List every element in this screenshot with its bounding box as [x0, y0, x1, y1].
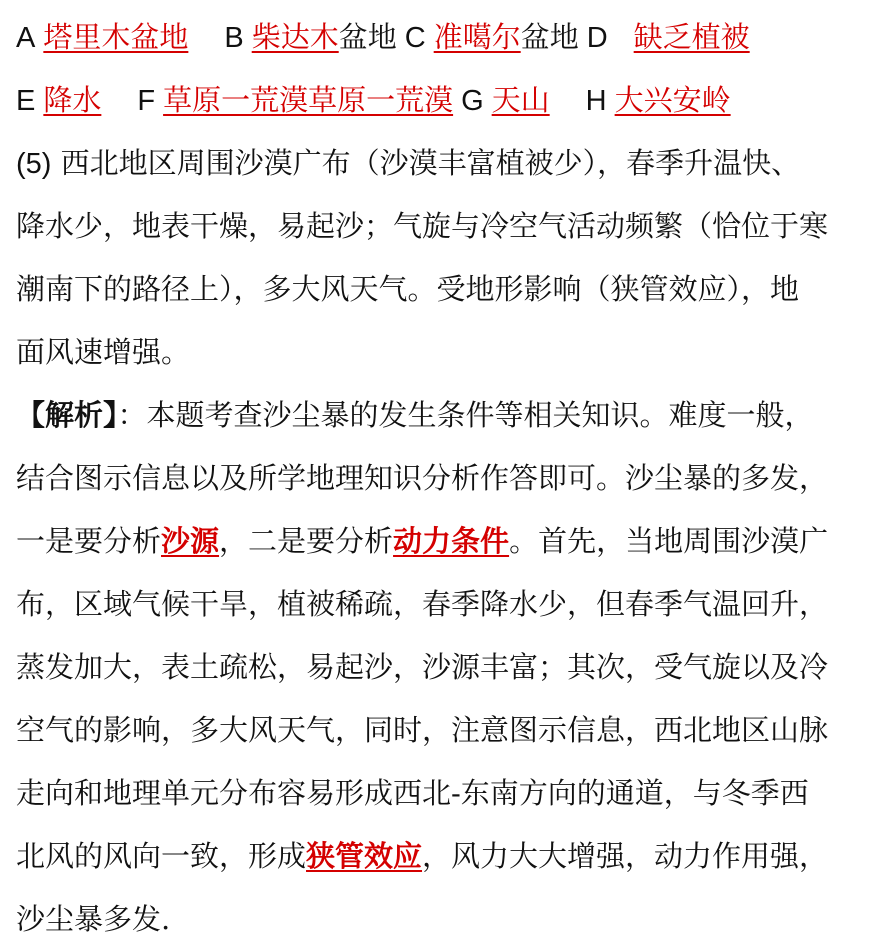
- label-f: F: [137, 85, 156, 117]
- label-e: E: [16, 85, 36, 117]
- analysis-text-1: ：本题考查沙尘暴的发生条件等相关知识。难度一般，: [117, 398, 814, 432]
- keyword-funnel-effect: 狭管效应: [306, 839, 423, 873]
- suffix-b: 盆地: [338, 20, 397, 54]
- analysis-text-8b: ，风力大大增强，动力作用强，: [422, 839, 829, 873]
- answer-c: 准噶尔: [433, 20, 521, 54]
- analysis-line-2: 结合图示信息以及所学地理知识分析作答即可。沙尘暴的多发，: [16, 461, 829, 495]
- answer-f: 草原一荒漠草原一荒漠: [163, 83, 454, 117]
- analysis-line-3: [16, 510, 873, 573]
- analysis-text-8a: 北风的风向一致，形成: [16, 839, 307, 873]
- analysis-line-9: 沙尘暴多发.: [16, 902, 171, 936]
- answer-a: 塔里木盆地: [43, 20, 189, 54]
- label-c: C: [404, 22, 426, 54]
- analysis-line-5: 蒸发加大，表土疏松，易起沙，沙源丰富；其次，受气旋以及冷: [16, 650, 829, 684]
- answer-h: 大兴安岭: [614, 83, 731, 117]
- answer-e: 降水: [43, 83, 102, 117]
- label-h: H: [585, 85, 607, 117]
- q5-line-2: 降水少，地表干燥，易起沙；气旋与冷空气活动频繁（恰位于寒: [16, 209, 829, 243]
- label-a: A: [16, 22, 36, 54]
- label-g: G: [461, 85, 484, 117]
- q5-text-1: 西北地区周围沙漠广布（沙漠丰富植被少），春季升温快、: [51, 146, 801, 180]
- analysis-text-3b: ，二是要分析: [219, 524, 394, 558]
- q5-line-3: 潮南下的路径上），多大风天气。受地形影响（狭管效应），地: [16, 272, 800, 306]
- answer-g: 天山: [491, 83, 550, 117]
- q5-line-1: [16, 132, 873, 195]
- label-d: D: [586, 22, 608, 54]
- answer-row-1: [16, 6, 873, 69]
- suffix-c: 盆地: [520, 20, 579, 54]
- keyword-dynamic-condition: 动力条件: [393, 524, 510, 558]
- answer-b: 柴达木: [251, 20, 339, 54]
- analysis-line-4: 布，区域气候干旱，植被稀疏，春季降水少，但春季气温回升，: [16, 587, 829, 621]
- analysis-line-7: 走向和地理单元分布容易形成西北-东南方向的通道，与冬季西: [16, 776, 809, 810]
- analysis-line-8: [16, 825, 873, 888]
- answer-row-2: [16, 69, 873, 132]
- analysis-heading: 【解析】: [16, 398, 118, 432]
- analysis-text-3a: 一是要分析: [16, 524, 162, 558]
- analysis-line-1: [16, 384, 873, 447]
- q5-number: (5): [16, 148, 52, 180]
- label-b: B: [224, 22, 244, 54]
- q5-line-4: 面风速增强。: [16, 335, 191, 369]
- answer-d: 缺乏植被: [633, 20, 750, 54]
- keyword-sand-source: 沙源: [161, 524, 220, 558]
- analysis-text-3c: 。首先，当地周围沙漠广: [509, 524, 829, 558]
- analysis-line-6: 空气的影响，多大风天气，同时，注意图示信息，西北地区山脉: [16, 713, 829, 747]
